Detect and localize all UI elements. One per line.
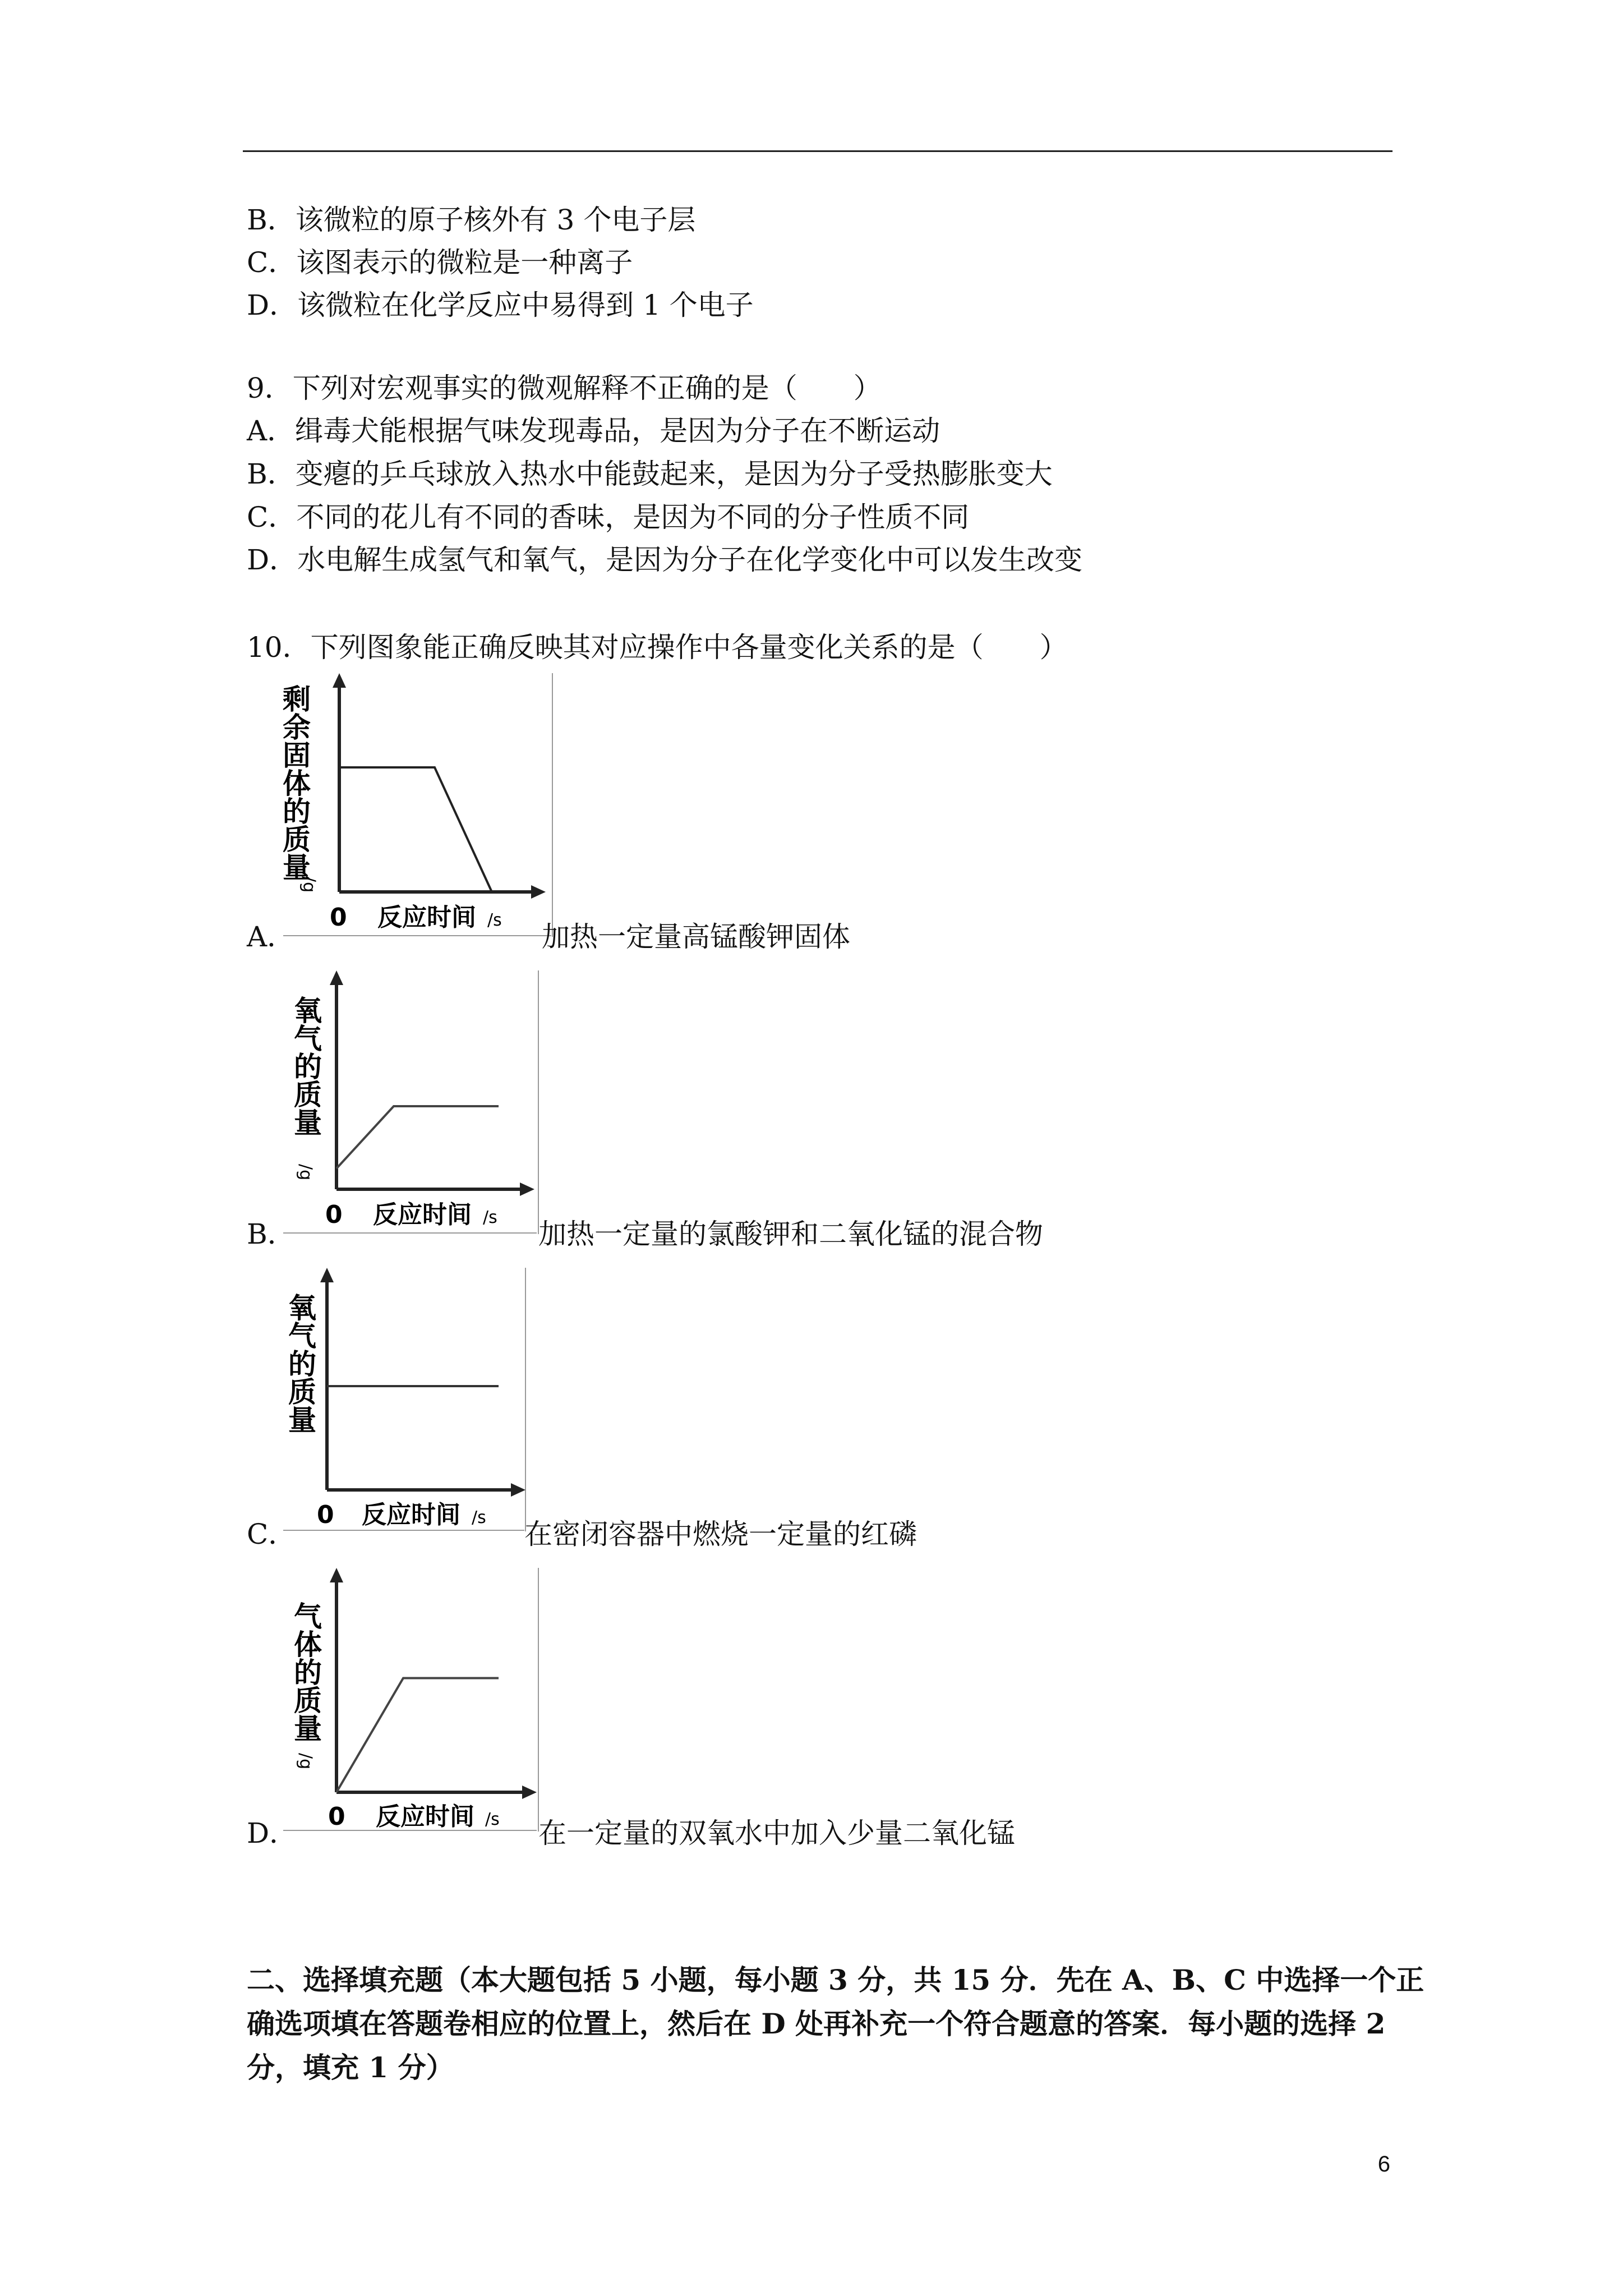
section2-heading-line2: 确选项填在答题卷相应的位置上，然后在 D 处再补充一个符合题意的答案．每小题的选择 2 [247,2007,1386,2040]
graph-c-xlabel: 反应时间 [362,1501,460,1529]
graph-d-xunit: /s [485,1810,500,1829]
graph-d-x-arrow [522,1786,537,1799]
graph-a-ylabel: 剩余固体的质量 [278,684,311,881]
graph-d-svg [283,1568,541,1834]
q10-option-c-letter: C． [247,1518,297,1550]
graph-b-yunit: /g [296,1164,316,1181]
graph-b-xlabel: 反应时间 [373,1200,472,1229]
section2-heading-line1: 二、选择填充题（本大题包括 5 小题，每小题 3 分，共 15 分．先在 A、B、C 中选择一个正 [247,1963,1424,1996]
q10-option-a-caption: 加热一定量高锰酸钾固体 [542,921,850,953]
graph-a-yunit: /g [299,876,319,893]
graph-c-xunit: /s [472,1508,486,1527]
graph-c-ylabel: 氧气的质量 [284,1293,316,1433]
q10-option-d-letter: D． [247,1817,298,1849]
graph-a-origin: 0 [330,903,347,932]
graph-b-origin: 0 [325,1200,343,1229]
q10-option-b-caption: 加热一定量的氯酸钾和二氧化锰的混合物 [538,1218,1043,1250]
graph-c-origin: 0 [317,1501,334,1529]
graph-d-y-arrow [330,1568,343,1582]
header-rule [243,150,1393,152]
graph-c-x-arrow [511,1483,525,1497]
graph-a-svg [278,673,552,940]
graph-d-origin: 0 [328,1802,345,1831]
graph-b-x-arrow [520,1182,534,1196]
graph-b-svg [283,970,541,1237]
q10-option-b-letter: B． [247,1218,296,1250]
q9-option-d: D．水电解生成氢气和氧气，是因为分子在化学变化中可以发生改变 [247,544,1083,576]
q10-option-d-caption: 在一定量的双氧水中加入少量二氧化锰 [538,1817,1015,1849]
graph-d-curve [336,1678,499,1793]
q10-option-c-caption: 在密闭容器中燃烧一定量的红磷 [524,1518,917,1550]
q8-option-d: D．该微粒在化学反应中易得到 1 个电子 [247,289,754,321]
q10-stem: 10．下列图象能正确反映其对应操作中各量变化关系的是（ ） [247,631,1068,664]
q10-graph-b [283,970,541,1237]
q8-option-c: C．该图表示的微粒是一种离子 [247,246,633,279]
q10-graph-c [283,1268,530,1534]
page-number: 6 [1377,2152,1390,2177]
graph-a-xunit: /s [487,910,502,930]
graph-c-y-arrow [320,1268,334,1282]
q10-graph-d [283,1568,541,1834]
graph-a-y-arrow [333,673,346,688]
graph-a-curve [339,767,492,892]
q9-option-a: A．缉毒犬能根据气味发现毒品，是因为分子在不断运动 [247,415,940,447]
graph-b-xunit: /s [483,1208,497,1227]
graph-b-ylabel: 氧气的质量 [289,996,322,1136]
graph-a-x-arrow [531,885,546,899]
q9-option-b: B．变瘪的乒乓球放入热水中能鼓起来，是因为分子受热膨胀变大 [247,458,1053,490]
q10-graph-a [278,673,552,940]
q9-option-c: C．不同的花儿有不同的香味，是因为不同的分子性质不同 [247,501,970,533]
q9-stem: 9．下列对宏观事实的微观解释不正确的是（ ） [247,372,882,404]
section2-heading-line3: 分，填充 1 分） [247,2051,454,2084]
graph-d-ylabel: 气体的质量 [289,1602,322,1742]
graph-b-y-arrow [330,970,343,985]
graph-d-xlabel: 反应时间 [376,1802,474,1831]
q10-option-a-letter: A． [247,921,296,953]
graph-b-curve [336,1106,499,1168]
graph-c-svg [283,1268,530,1534]
graph-d-yunit: /g [296,1753,316,1770]
graph-a-xlabel: 反应时间 [377,903,476,932]
q8-option-b: B．该微粒的原子核外有 3 个电子层 [247,204,696,236]
